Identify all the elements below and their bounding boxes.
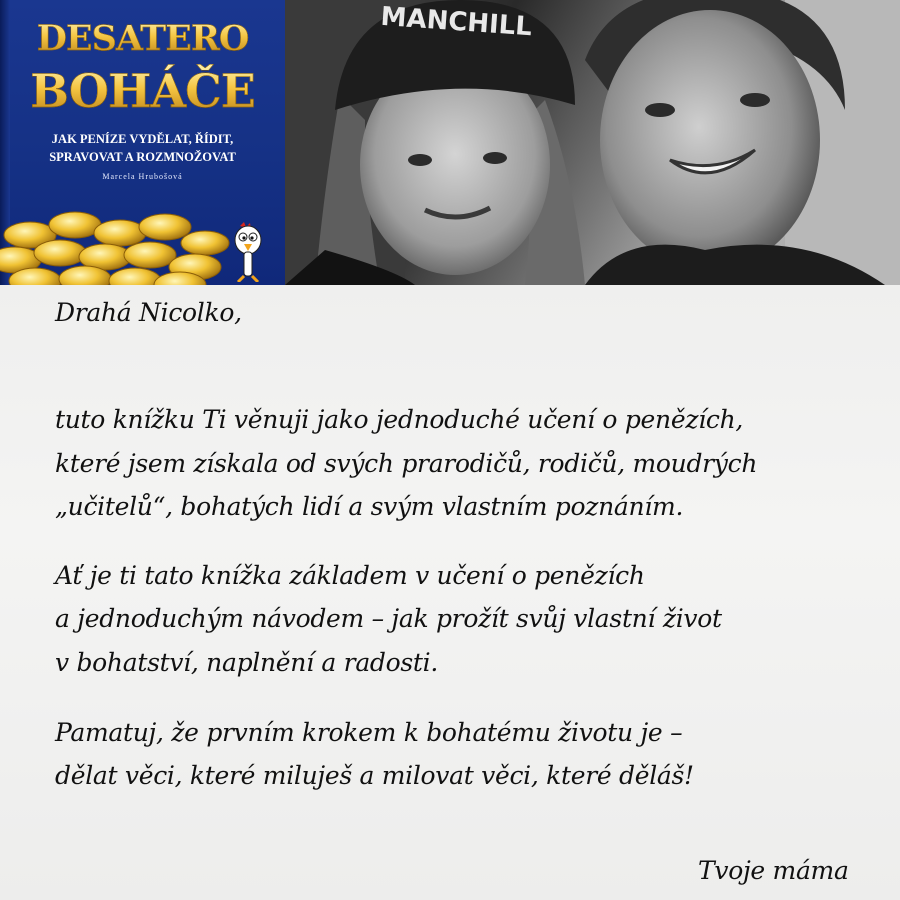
paragraph-2-line-2: a jednoduchým návodem – jak prožít svůj vlastní život: [55, 604, 722, 633]
paragraph-2-line-1: Ať je ti tato knížka základem v učení o penězích: [55, 561, 645, 590]
chicken-mascot-illustration: [226, 222, 271, 282]
selfie-photo: [285, 0, 900, 285]
top-image-strip: [0, 0, 900, 285]
cap-text: MANCHILL: [379, 1, 533, 43]
paragraph-3-line-1: Pamatuj, že prvním krokem k bohatému životu je –: [55, 718, 683, 747]
photo-illustration: [285, 0, 900, 285]
book-title-line-2: BOHÁČE: [0, 64, 285, 118]
book-cover: [0, 0, 285, 285]
gold-coins-illustration: [0, 205, 240, 285]
paragraph-1-line-3: „učitelů“, bohatých lidí a svým vlastním poznáním.: [55, 492, 684, 521]
paragraph-2-line-3: v bohatství, naplnění a radosti.: [55, 648, 438, 677]
book-subtitle: JAK PENÍZE VYDĚLAT, ŘÍDIT, SPRAVOVAT A ROZMNOŽOVAT: [49, 132, 236, 164]
paragraph-1-line-1: tuto knížku Ti věnuji jako jednoduché učení o penězích,: [55, 405, 744, 434]
book-title-line-1: DESATERO: [0, 18, 285, 59]
paragraph-1-line-2: které jsem získala od svých prarodičů, rodičů, moudrých: [55, 449, 758, 478]
dedication-greeting: Drahá Nicolko,: [55, 298, 242, 327]
dedication-signature: Tvoje máma: [698, 856, 849, 885]
paragraph-3-line-2: dělat věci, které miluješ a milovat věci, které děláš!: [55, 761, 694, 790]
book-author: Marcela Hrubošová: [102, 172, 183, 181]
dedication-page: [0, 285, 900, 900]
